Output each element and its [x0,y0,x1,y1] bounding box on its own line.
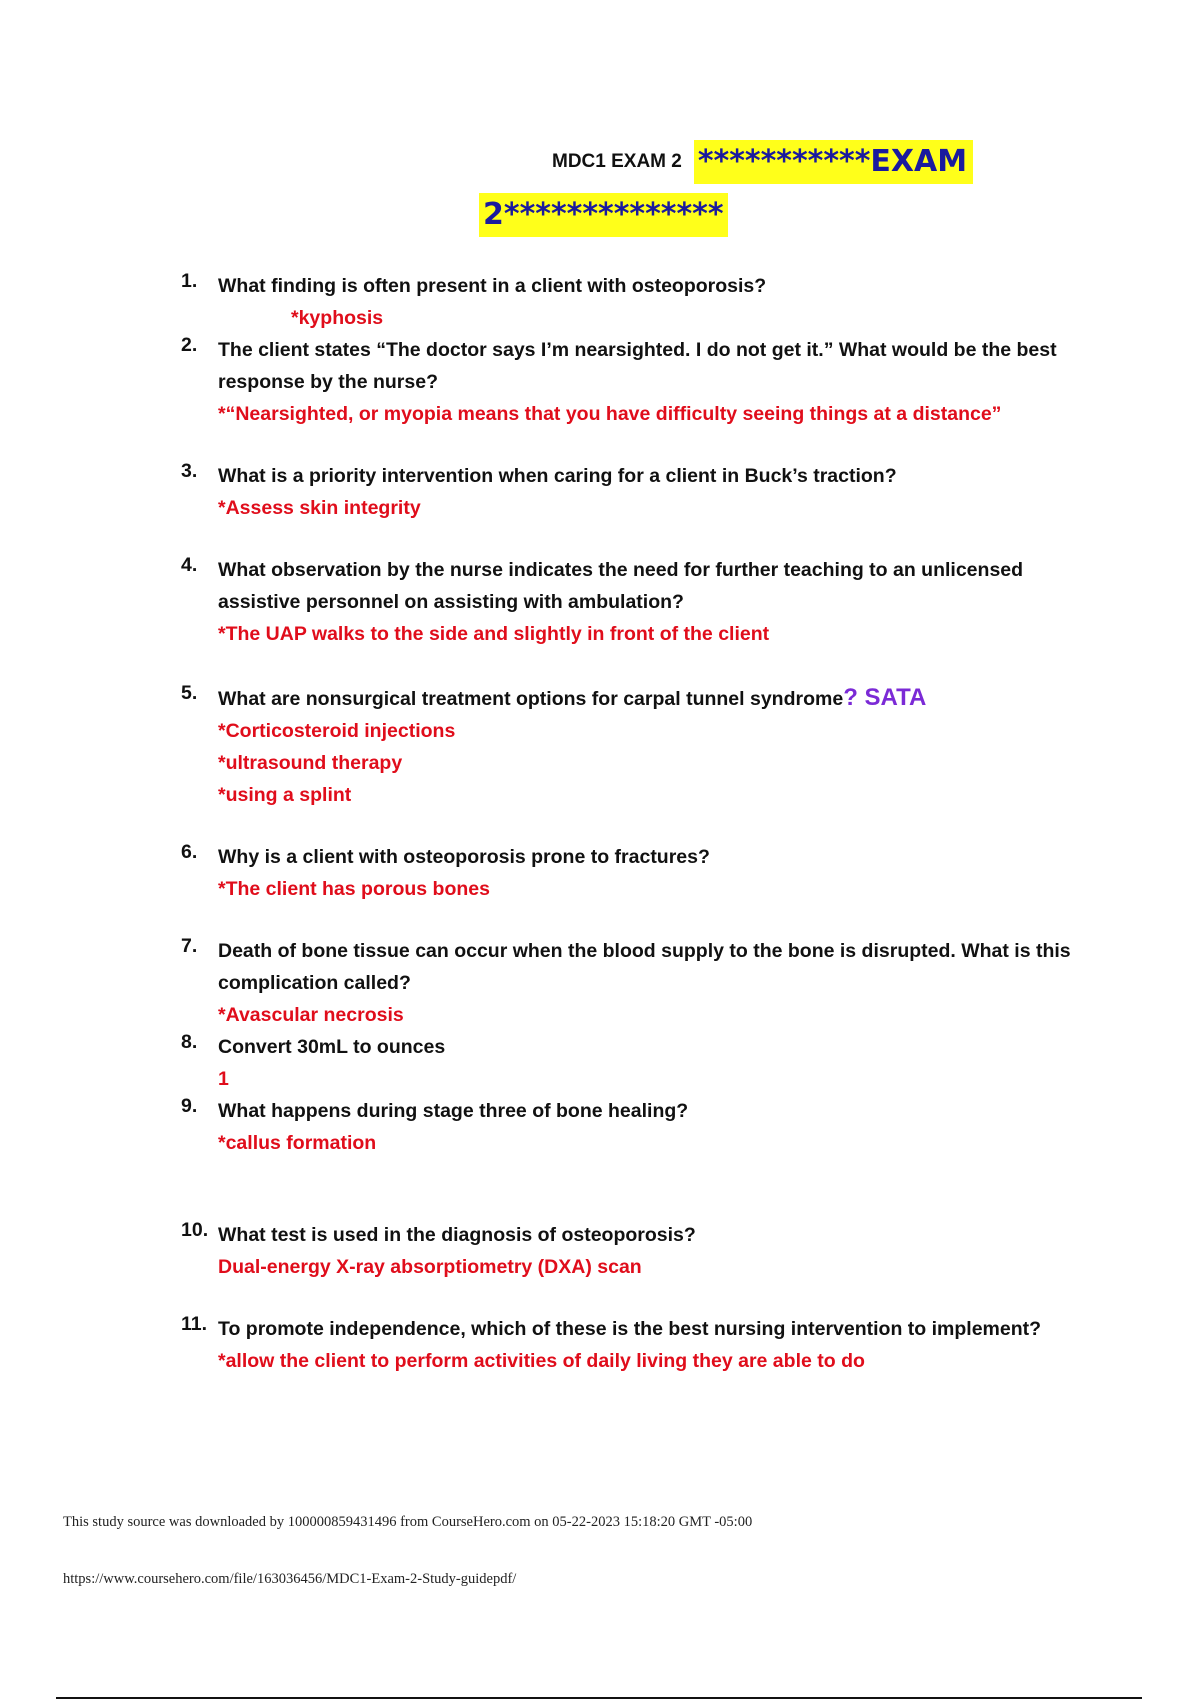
question-text: Why is a client with osteoporosis prone to fractures? [218,846,710,868]
question-number: 4. [181,554,198,576]
question-text: The client states “The doctor says I’m nearsighted. I do not get it.” What would be the best [218,339,1057,361]
question-text: To promote independence, which of these is the best nursing intervention to implement? [218,1318,1042,1340]
question-text: What observation by the nurse indicates the need for further teaching to an unlicensed [218,559,1024,581]
question-item [181,841,1081,905]
bottom-divider [56,1697,1142,1699]
answer-text: Dual-energy X-ray absorptiometry (DXA) scan [218,1256,642,1278]
question-item [181,935,1081,1031]
title-line-1 [552,140,973,184]
question-text: What finding is often present in a client with osteoporosis? [218,275,767,297]
question-number: 8. [181,1031,198,1053]
question-text: What is a priority intervention when caring for a client in Buck’s traction? [218,465,897,487]
answer-text: *using a splint [218,784,352,806]
answer-text: *The client has porous bones [218,878,490,900]
question-number: 3. [181,460,198,482]
question-item [181,1219,1081,1283]
answer-text: *ultrasound therapy [218,752,403,774]
question-text: response by the nurse? [218,371,438,393]
sata-label: ? SATA [843,684,927,711]
question-text: Death of bone tissue can occur when the blood supply to the bone is disrupted. What is this [218,940,1071,962]
title-highlight-1: ***********EXAM [694,140,973,184]
question-item [181,270,1081,334]
download-source-note: This study source was downloaded by 100000859431496 from CourseHero.com on 05-22-2023 15:18:20 GMT -05:00 [63,1514,753,1530]
question-number: 11. [181,1313,208,1335]
answer-text: *Assess skin integrity [218,497,421,519]
question-text [218,682,1081,715]
source-url[interactable]: https://www.coursehero.com/file/163036456/MDC1-Exam-2-Study-guidepdf/ [63,1571,517,1587]
question-item [181,1095,1081,1159]
question-text: What happens during stage three of bone healing? [218,1100,689,1122]
title-line-2 [479,193,728,237]
answer-text: *Avascular necrosis [218,1004,404,1026]
question-number: 2. [181,334,198,356]
answer-text: *Corticosteroid injections [218,720,456,742]
question-text-main: What are nonsurgical treatment options for carpal tunnel syndrome [218,688,844,710]
question-list [181,270,1081,1377]
question-number: 9. [181,1095,198,1117]
question-number: 5. [181,682,198,704]
question-text: complication called? [218,972,411,994]
exam-title: MDC1 EXAM 2 [552,151,682,172]
answer-text: *allow the client to perform activities of daily living they are able to do [218,1350,865,1372]
answer-text: 1 [218,1068,229,1090]
answer-text: *The UAP walks to the side and slightly in front of the client [218,623,770,645]
question-number: 10. [181,1219,209,1241]
question-item [181,334,1081,430]
question-number: 7. [181,935,198,957]
question-number: 1. [181,270,198,292]
answer-text: *kyphosis [291,307,384,329]
question-text: assistive personnel on assisting with ambulation? [218,591,684,613]
question-item [181,682,1081,811]
question-item [181,554,1081,650]
question-item [181,1031,1081,1095]
title-highlight-2: 2************** [479,193,728,237]
answer-text: *“Nearsighted, or myopia means that you have difficulty seeing things at a distance” [218,403,1002,425]
question-text: Convert 30mL to ounces [218,1036,446,1058]
question-item [181,460,1081,524]
question-number: 6. [181,841,198,863]
answer-text: *callus formation [218,1132,377,1154]
question-item [181,1313,1081,1377]
question-text: What test is used in the diagnosis of osteoporosis? [218,1224,696,1246]
